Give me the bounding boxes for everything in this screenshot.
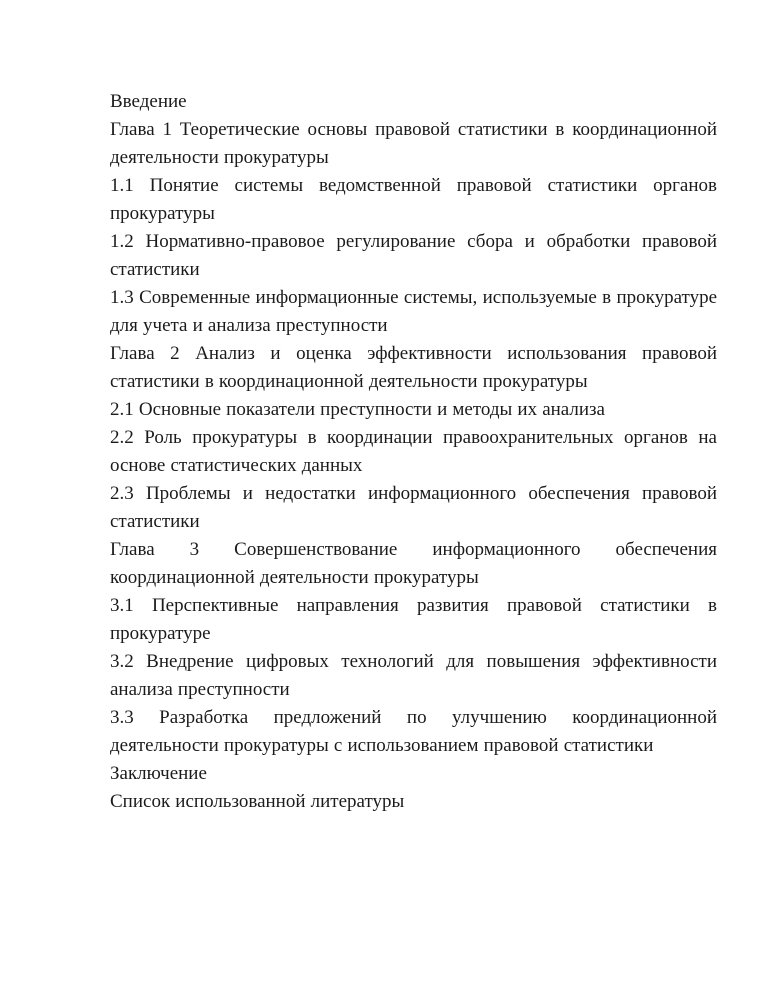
toc-entry-introduction: Введение	[110, 91, 187, 112]
toc-entry-conclusion: Заключение	[110, 763, 207, 784]
toc-entry-chapter-1: Глава 1 Теоретические основы правовой статистики в координационной деятельности прокуратуры	[110, 119, 717, 168]
toc-entry-section-1-1: 1.1 Понятие системы ведомственной правовой статистики органов прокуратуры	[110, 175, 717, 224]
toc-entry-section-3-3: 3.3 Разработка предложений по улучшению координационной деятельности прокуратуры с использованием правовой статистики	[110, 707, 717, 756]
toc-entry-bibliography: Список использованной литературы	[110, 791, 405, 812]
toc-entry-section-2-2: 2.2 Роль прокуратуры в координации правоохранительных органов на основе статистических данных	[110, 427, 717, 476]
toc-entry-section-2-3: 2.3 Проблемы и недостатки информационного обеспечения правовой статистики	[110, 483, 717, 532]
toc-entry-section-3-1: 3.1 Перспективные направления развития правовой статистики в прокуратуре	[110, 595, 717, 644]
document-body	[110, 88, 717, 816]
toc-entry-chapter-2: Глава 2 Анализ и оценка эффективности использования правовой статистики в координационной деятельности прокуратуры	[110, 343, 717, 392]
toc-entry-section-1-2: 1.2 Нормативно-правовое регулирование сбора и обработки правовой статистики	[110, 231, 717, 280]
toc-entry-chapter-3: Глава 3 Совершенствование информационного обеспечения координационной деятельности прокуратуры	[110, 539, 717, 588]
toc-entry-section-3-2: 3.2 Внедрение цифровых технологий для повышения эффективности анализа преступности	[110, 651, 717, 700]
toc-entry-section-1-3: 1.3 Современные информационные системы, используемые в прокуратуре для учета и анализа преступности	[110, 287, 717, 336]
toc-entry-section-2-1: 2.1 Основные показатели преступности и методы их анализа	[110, 399, 605, 420]
